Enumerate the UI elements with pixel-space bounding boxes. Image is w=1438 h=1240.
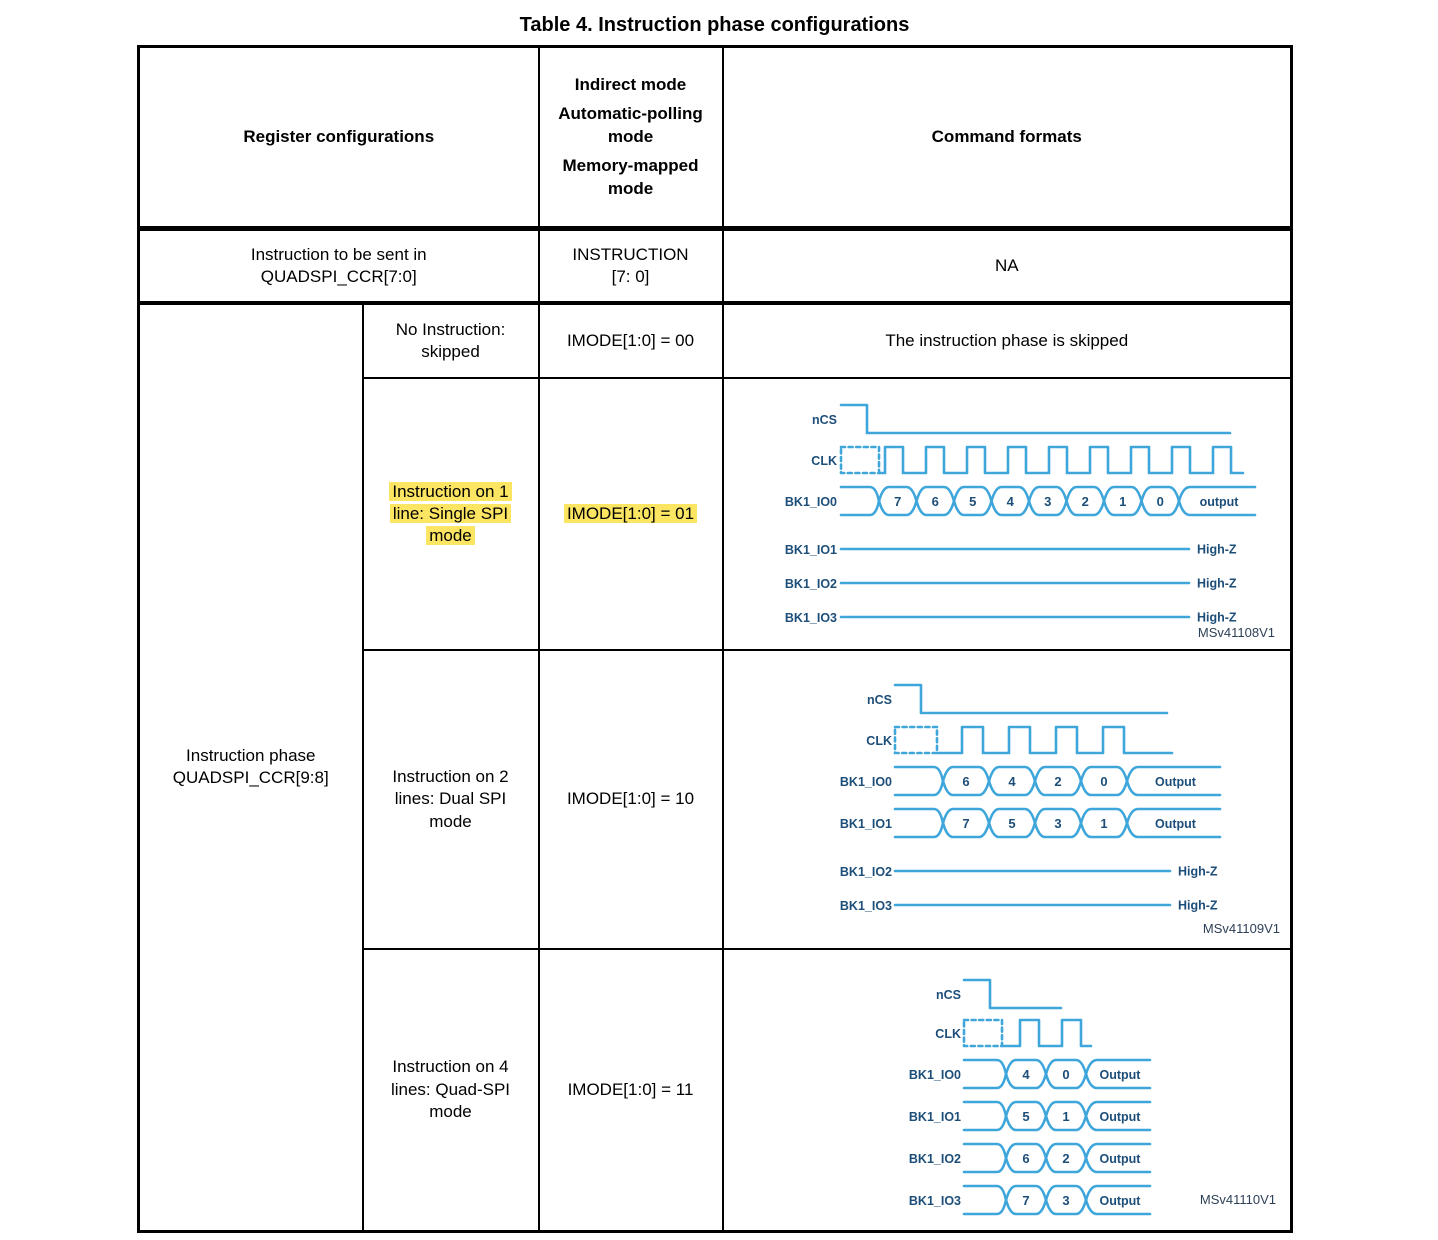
signal-label-bk1_io0: BK1_IO0 (785, 495, 838, 509)
cell-phase-skipped: The instruction phase is skipped (723, 303, 1292, 378)
bus-bit: 6 (931, 494, 940, 509)
signal-label-bk1_io1: BK1_IO1 (785, 543, 838, 557)
cell-na: NA (723, 229, 1292, 304)
figure-id: MSv41109V1 (1202, 921, 1280, 937)
timing-diagram-svg (832, 671, 1282, 939)
signal-label-ncs: nCS (866, 693, 892, 708)
bus-tail-label: Output (1099, 1067, 1141, 1082)
bus-bit: 2 (1081, 494, 1090, 509)
cell-single-spi-diagram (723, 378, 1292, 650)
signal-label-bk1_io2: BK1_IO2 (839, 865, 892, 880)
cell-dual-spi-config: Instruction on 2 lines: Dual SPI mode (363, 650, 539, 948)
signal-label-ncs: nCS (935, 987, 961, 1002)
bus-bit: 5 (1008, 816, 1016, 832)
bus-tail-label: Output (1099, 1151, 1141, 1166)
signal-label-clk: CLK (866, 734, 892, 749)
header-register-configurations: Register configurations (139, 47, 539, 229)
bus-bit: 3 (1044, 494, 1052, 509)
bus-bit: 5 (969, 494, 977, 509)
bus-bit: 3 (1054, 816, 1062, 832)
bus-bit: 3 (1062, 1192, 1070, 1208)
signal-label-ncs: nCS (812, 413, 838, 427)
header-modes: Indirect mode Automatic-polling mode Memory-mapped mode (539, 47, 723, 229)
bus-tail-label: output (1199, 495, 1239, 509)
signal-label-bk1_io2: BK1_IO2 (908, 1151, 961, 1166)
bus-bit: 4 (1008, 774, 1016, 790)
highz-label: High-Z (1177, 864, 1218, 879)
bus-bit: 7 (962, 816, 970, 832)
bus-tail-label: Output (1154, 817, 1196, 832)
cell-instruction-field: INSTRUCTION [7: 0] (539, 229, 723, 304)
signal-label-clk: CLK (811, 454, 838, 468)
bus-bit: 7 (1022, 1192, 1030, 1208)
waveform-diagram-dual-spi (828, 671, 1287, 945)
cell-no-instruction: No Instruction: skipped (363, 303, 539, 378)
cell-imode-11: IMODE[1:0] = 11 (539, 949, 723, 1232)
table-title: Table 4. Instruction phase configurations (519, 14, 910, 36)
bus-bit: 1 (1062, 1108, 1070, 1124)
bus-bit: 6 (1022, 1150, 1030, 1166)
cell-dual-spi-diagram (723, 650, 1292, 948)
bus-bit: 0 (1100, 774, 1108, 790)
signal-label-bk1_io0: BK1_IO0 (839, 775, 892, 790)
bus-tail-label: Output (1154, 775, 1196, 790)
cell-imode-10: IMODE[1:0] = 10 (539, 650, 723, 948)
cell-instruction-phase: Instruction phase QUADSPI_CCR[9:8] (139, 303, 363, 1231)
signal-label-bk1_io2: BK1_IO2 (785, 577, 838, 591)
bus-tail-label: Output (1099, 1193, 1141, 1208)
signal-label-bk1_io3: BK1_IO3 (839, 899, 892, 914)
bus-tail-label: Output (1099, 1109, 1141, 1124)
figure-id: MSv41108V1 (1198, 625, 1276, 640)
highz-label: High-Z (1177, 898, 1218, 913)
cell-quad-spi-diagram (723, 949, 1292, 1232)
waveform-diagram-quad-spi (906, 968, 1287, 1224)
cell-quad-spi-config: Instruction on 4 lines: Quad-SPI mode (363, 949, 539, 1232)
bus-bit: 4 (1006, 494, 1015, 509)
bus-bit: 0 (1062, 1066, 1070, 1082)
bus-bit: 6 (962, 774, 970, 790)
waveform-diagram-single-spi (770, 391, 1287, 647)
signal-label-bk1_io1: BK1_IO1 (839, 817, 892, 832)
signal-label-bk1_io0: BK1_IO0 (908, 1067, 961, 1082)
header-command-formats: Command formats (723, 47, 1292, 229)
cell-imode-00: IMODE[1:0] = 00 (539, 303, 723, 378)
cell-imode-01 (539, 378, 723, 650)
figure-id: MSv41110V1 (1199, 1191, 1276, 1207)
signal-label-bk1_io1: BK1_IO1 (908, 1109, 961, 1124)
signal-label-bk1_io3: BK1_IO3 (785, 611, 838, 625)
timing-diagram-svg (775, 391, 1280, 641)
bus-bit: 1 (1119, 494, 1127, 509)
imode-01-highlight: IMODE[1:0] = 01 (564, 504, 697, 523)
highz-label: High-Z (1197, 610, 1237, 625)
highz-label: High-Z (1197, 576, 1237, 591)
bus-bit: 0 (1156, 494, 1165, 509)
highz-label: High-Z (1197, 542, 1237, 557)
bus-bit: 1 (1100, 816, 1108, 832)
bus-bit: 4 (1022, 1066, 1030, 1082)
header-row (139, 47, 1292, 229)
bus-bit: 2 (1062, 1150, 1070, 1166)
bus-bit: 7 (894, 494, 902, 509)
row-instruction-to-send (139, 229, 1292, 304)
instruction-phase-table (137, 45, 1293, 1233)
cell-instruction-to-send: Instruction to be sent in QUADSPI_CCR[7:0] (139, 229, 539, 304)
cell-single-spi-config: Instruction on 1 line: Single SPI mode (363, 378, 539, 650)
timing-diagram-svg (906, 968, 1286, 1218)
bus-bit: 5 (1022, 1108, 1030, 1124)
row-no-instruction (139, 303, 1292, 378)
bus-bit: 2 (1054, 774, 1062, 790)
signal-label-clk: CLK (935, 1026, 961, 1041)
signal-label-bk1_io3: BK1_IO3 (908, 1193, 961, 1208)
